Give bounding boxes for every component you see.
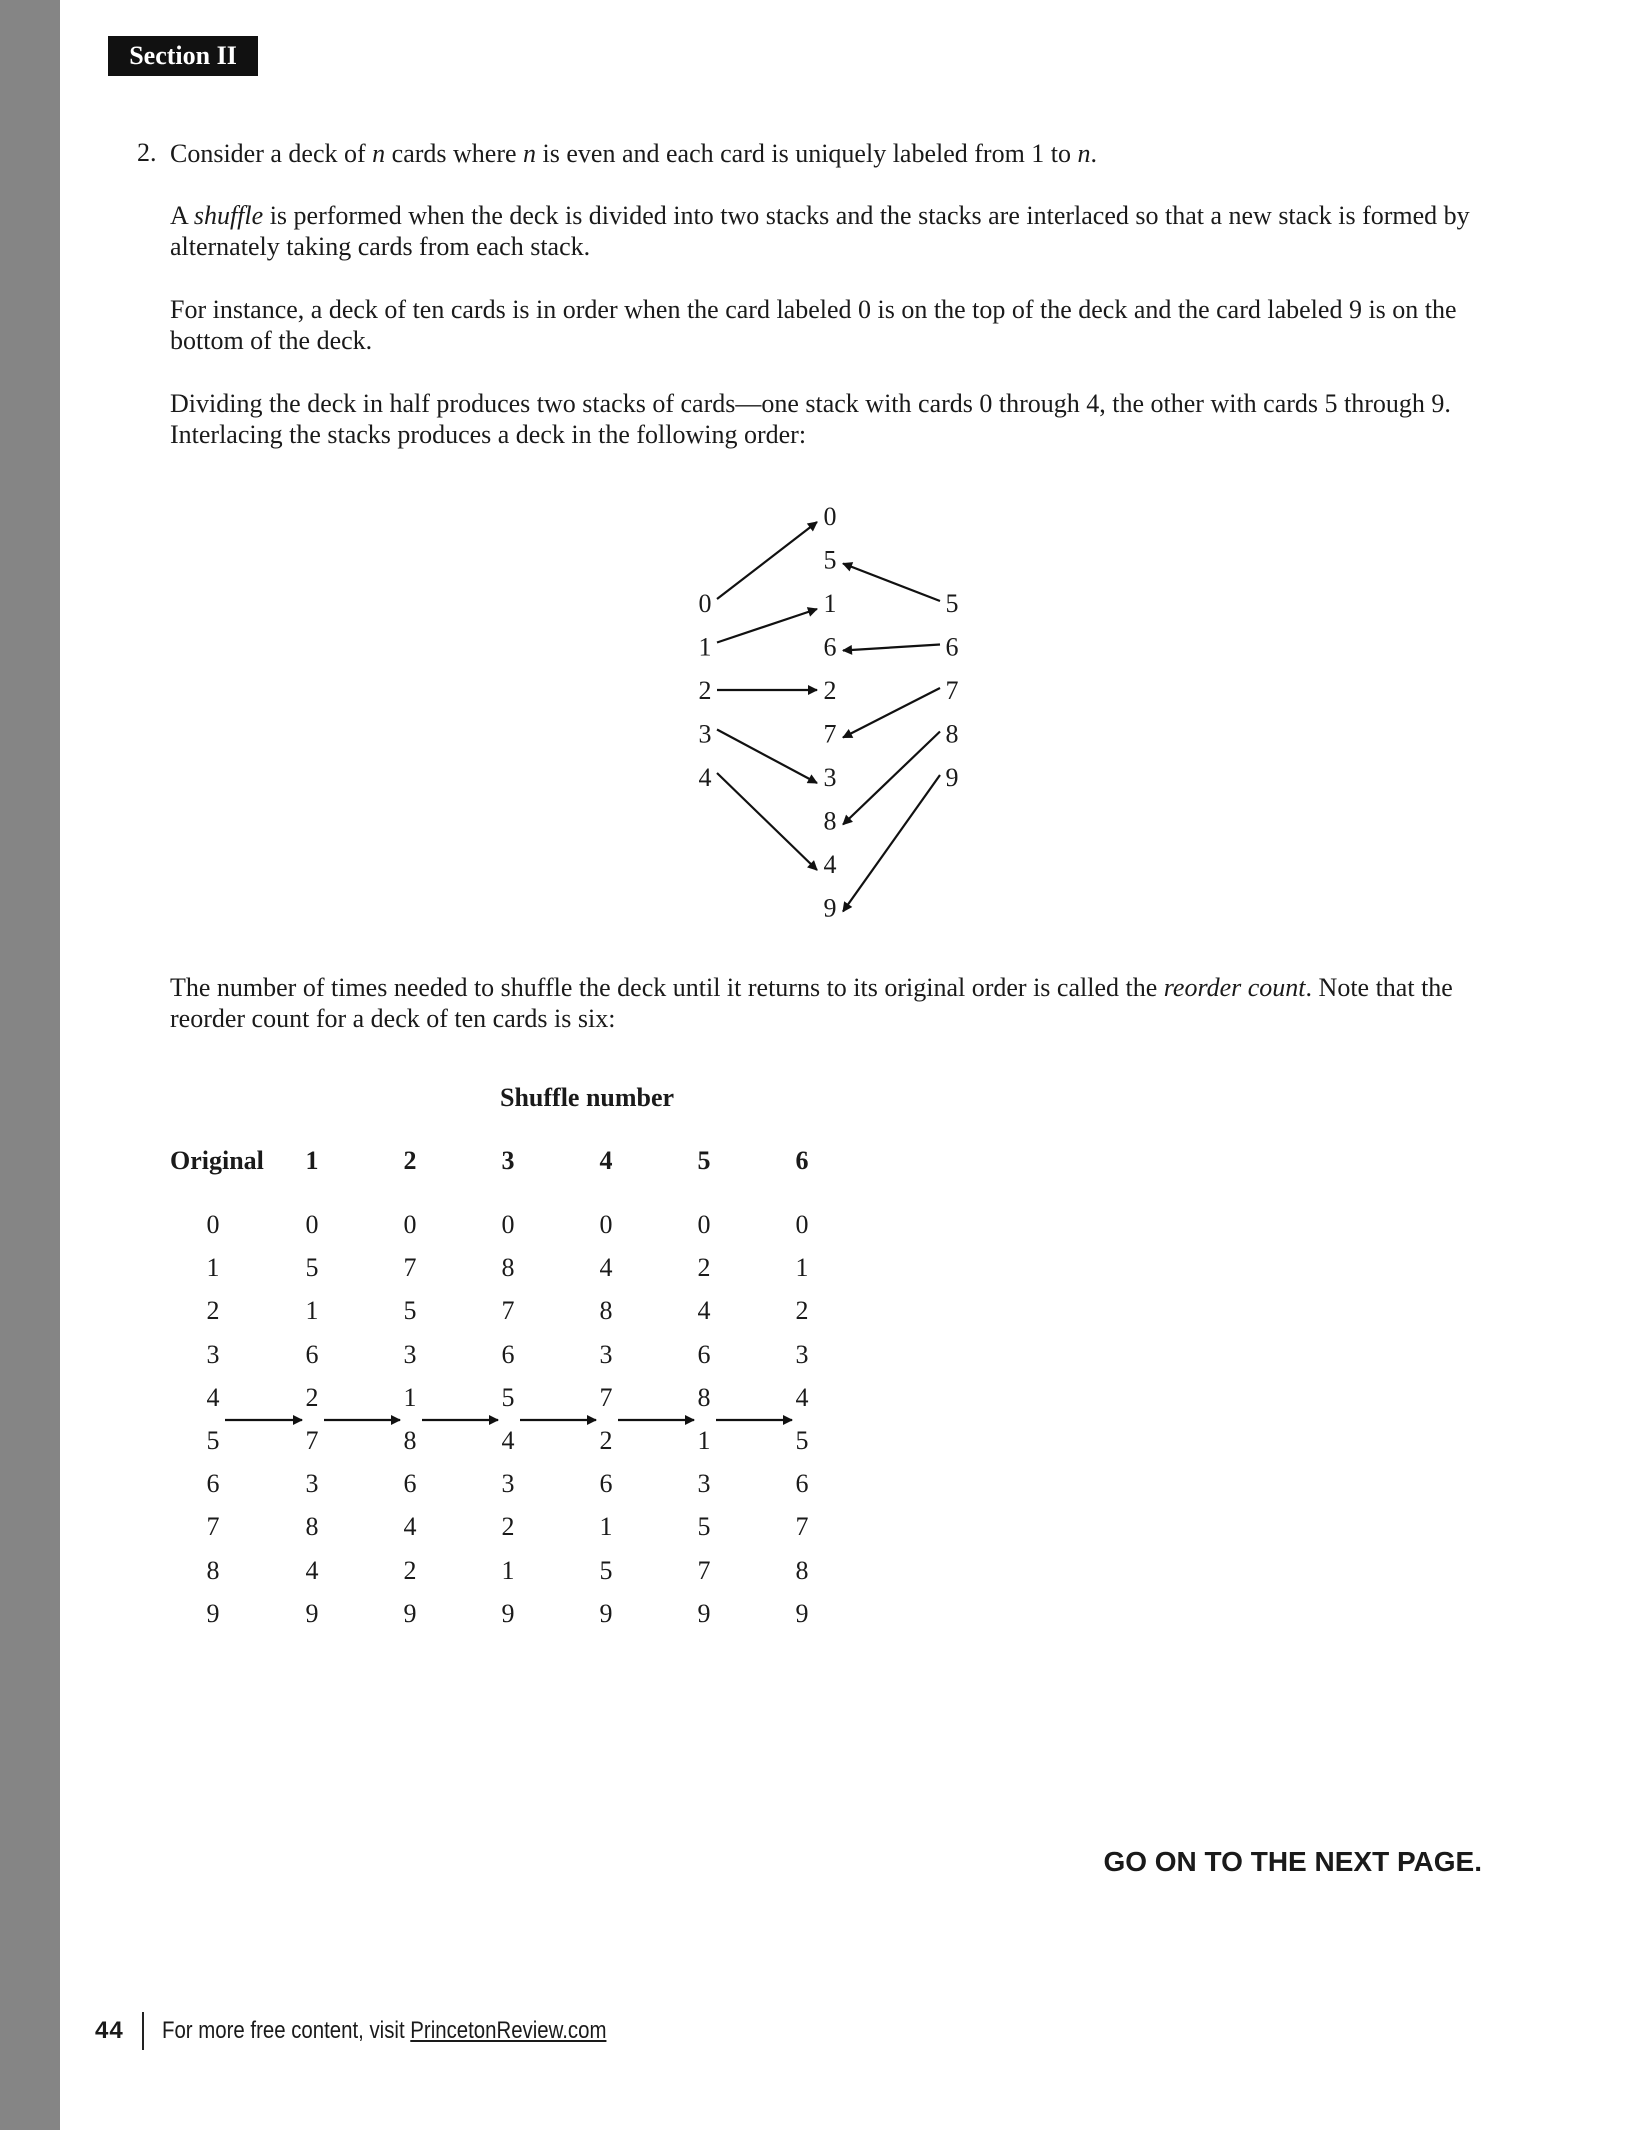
table-cell: 7 (795, 1512, 809, 1542)
result-card: 4 (823, 850, 837, 879)
table-cell: 2 (795, 1296, 809, 1326)
table-cell: 9 (795, 1598, 809, 1628)
table-cell: 4 (501, 1426, 515, 1455)
table-cell: 5 (795, 1426, 809, 1455)
table-cell: 6 (206, 1469, 220, 1499)
right-stack-card: 5 (945, 589, 959, 618)
table-cell: 7 (501, 1296, 515, 1326)
table-cell: 0 (599, 1210, 613, 1239)
table-cell: 6 (501, 1339, 515, 1369)
table-cell: 5 (305, 1253, 319, 1283)
right-stack-card: 8 (945, 719, 959, 749)
table-cell: 1 (305, 1296, 319, 1326)
table-cell: 0 (697, 1210, 711, 1239)
table-cell: 6 (697, 1339, 711, 1369)
table-cell: 0 (403, 1210, 417, 1239)
table-header: 4 (599, 1146, 613, 1175)
example-paragraph: For instance, a deck of ten cards is in order when the card labeled 0 is on the top of the deck and the card labeled 9 is on the bottom of the deck. (170, 295, 1457, 355)
footer-link[interactable]: PrincetonReview.com (410, 2017, 607, 2044)
table-cell: 1 (501, 1555, 515, 1585)
table-cell: 8 (403, 1426, 417, 1455)
table-header: 5 (697, 1146, 711, 1175)
divide-paragraph: Dividing the deck in half produces two stacks of cards—one stack with cards 0 through 4, the other with cards 5 through 9. Interlacing the stacks produces a deck in the following order: (170, 389, 1451, 449)
table-cell: 4 (305, 1555, 319, 1585)
table-cell: 6 (403, 1469, 417, 1499)
table-cell: 0 (795, 1210, 809, 1239)
table-cell: 1 (599, 1512, 613, 1542)
right-stack-card: 9 (945, 763, 959, 792)
table-cell: 9 (206, 1598, 220, 1628)
table-cell: 4 (795, 1382, 809, 1412)
table-header: Original (170, 1146, 264, 1175)
shuffle-definition: A shuffle is performed when the deck is divided into two stacks and the stacks are interlaced so that a new stack is formed by alternately taking cards from each stack. (170, 201, 1470, 261)
table-cell: 7 (206, 1512, 220, 1542)
table-cell: 8 (697, 1382, 711, 1412)
table-header: 3 (501, 1146, 515, 1175)
table-cell: 7 (403, 1253, 417, 1283)
table-cell: 1 (697, 1426, 711, 1455)
result-card: 3 (823, 763, 837, 792)
table-cell: 6 (599, 1469, 613, 1499)
table-title: Shuffle number (500, 1083, 675, 1112)
left-stack-card: 0 (698, 589, 712, 618)
table-cell: 1 (403, 1382, 417, 1412)
footer-text: For more free content, visit PrincetonReview.com (162, 2017, 607, 2044)
table-cell: 1 (795, 1253, 809, 1283)
result-card: 2 (823, 676, 837, 705)
table-cell: 5 (403, 1296, 417, 1326)
table-cell: 8 (501, 1253, 515, 1283)
left-stack-card: 3 (698, 719, 712, 749)
table-cell: 8 (305, 1512, 319, 1542)
table-cell: 0 (206, 1210, 220, 1239)
table-cell: 5 (599, 1555, 613, 1585)
left-stack-card: 2 (698, 676, 712, 705)
table-header: 6 (795, 1146, 809, 1175)
table-cell: 2 (206, 1296, 220, 1326)
result-card: 6 (823, 632, 837, 662)
go-on-notice: GO ON TO THE NEXT PAGE. (1103, 1846, 1482, 1877)
table-cell: 4 (599, 1253, 613, 1283)
table-cell: 2 (501, 1512, 515, 1542)
table-header: 2 (403, 1146, 417, 1175)
question-number: 2. (137, 138, 157, 167)
table-cell: 6 (305, 1339, 319, 1369)
reorder-paragraph: The number of times needed to shuffle the deck until it returns to its original order is called the reorder count. Note that the reorder count for a deck of ten cards is six: (170, 973, 1453, 1033)
table-cell: 2 (697, 1253, 711, 1283)
table-cell: 3 (599, 1339, 613, 1369)
table-cell: 8 (206, 1555, 220, 1585)
result-card: 5 (823, 545, 837, 575)
section-label: Section II (108, 36, 258, 76)
footer-divider (142, 2012, 144, 2050)
table-cell: 3 (697, 1469, 711, 1499)
left-stack-card: 1 (698, 632, 712, 662)
table-cell: 2 (403, 1555, 417, 1585)
table-cell: 4 (403, 1512, 417, 1542)
table-cell: 2 (305, 1382, 319, 1412)
table-cell: 6 (795, 1469, 809, 1499)
result-card: 9 (823, 893, 837, 923)
table-cell: 3 (305, 1469, 319, 1499)
right-stack-card: 7 (945, 676, 959, 705)
table-cell: 9 (305, 1598, 319, 1628)
left-stack-card: 4 (698, 763, 712, 792)
table-cell: 7 (305, 1426, 319, 1455)
table-cell: 8 (599, 1296, 613, 1326)
table-cell: 7 (599, 1382, 613, 1412)
table-cell: 0 (305, 1210, 319, 1239)
table-cell: 5 (501, 1382, 515, 1412)
table-cell: 4 (697, 1296, 711, 1326)
result-card: 0 (823, 502, 837, 531)
table-cell: 5 (697, 1512, 711, 1542)
table-cell: 9 (599, 1598, 613, 1628)
table-cell: 9 (501, 1598, 515, 1628)
table-cell: 3 (206, 1339, 220, 1369)
page-number: 44 (95, 2017, 124, 2044)
table-cell: 4 (206, 1382, 220, 1412)
table-cell: 8 (795, 1555, 809, 1585)
result-card: 1 (823, 589, 837, 618)
table-cell: 5 (206, 1426, 220, 1455)
table-cell: 3 (403, 1339, 417, 1369)
result-card: 8 (823, 806, 837, 836)
table-cell: 0 (501, 1210, 515, 1239)
right-stack-card: 6 (945, 632, 959, 662)
table-cell: 2 (599, 1426, 613, 1455)
table-cell: 1 (206, 1253, 220, 1283)
table-header: 1 (305, 1146, 319, 1175)
table-cell: 9 (697, 1598, 711, 1628)
table-cell: 9 (403, 1598, 417, 1628)
table-cell: 3 (795, 1339, 809, 1369)
question-intro: Consider a deck of n cards where n is even and each card is uniquely labeled from 1 to n. (170, 139, 1098, 168)
result-card: 7 (823, 719, 837, 749)
table-cell: 3 (501, 1469, 515, 1499)
table-cell: 7 (697, 1555, 711, 1585)
